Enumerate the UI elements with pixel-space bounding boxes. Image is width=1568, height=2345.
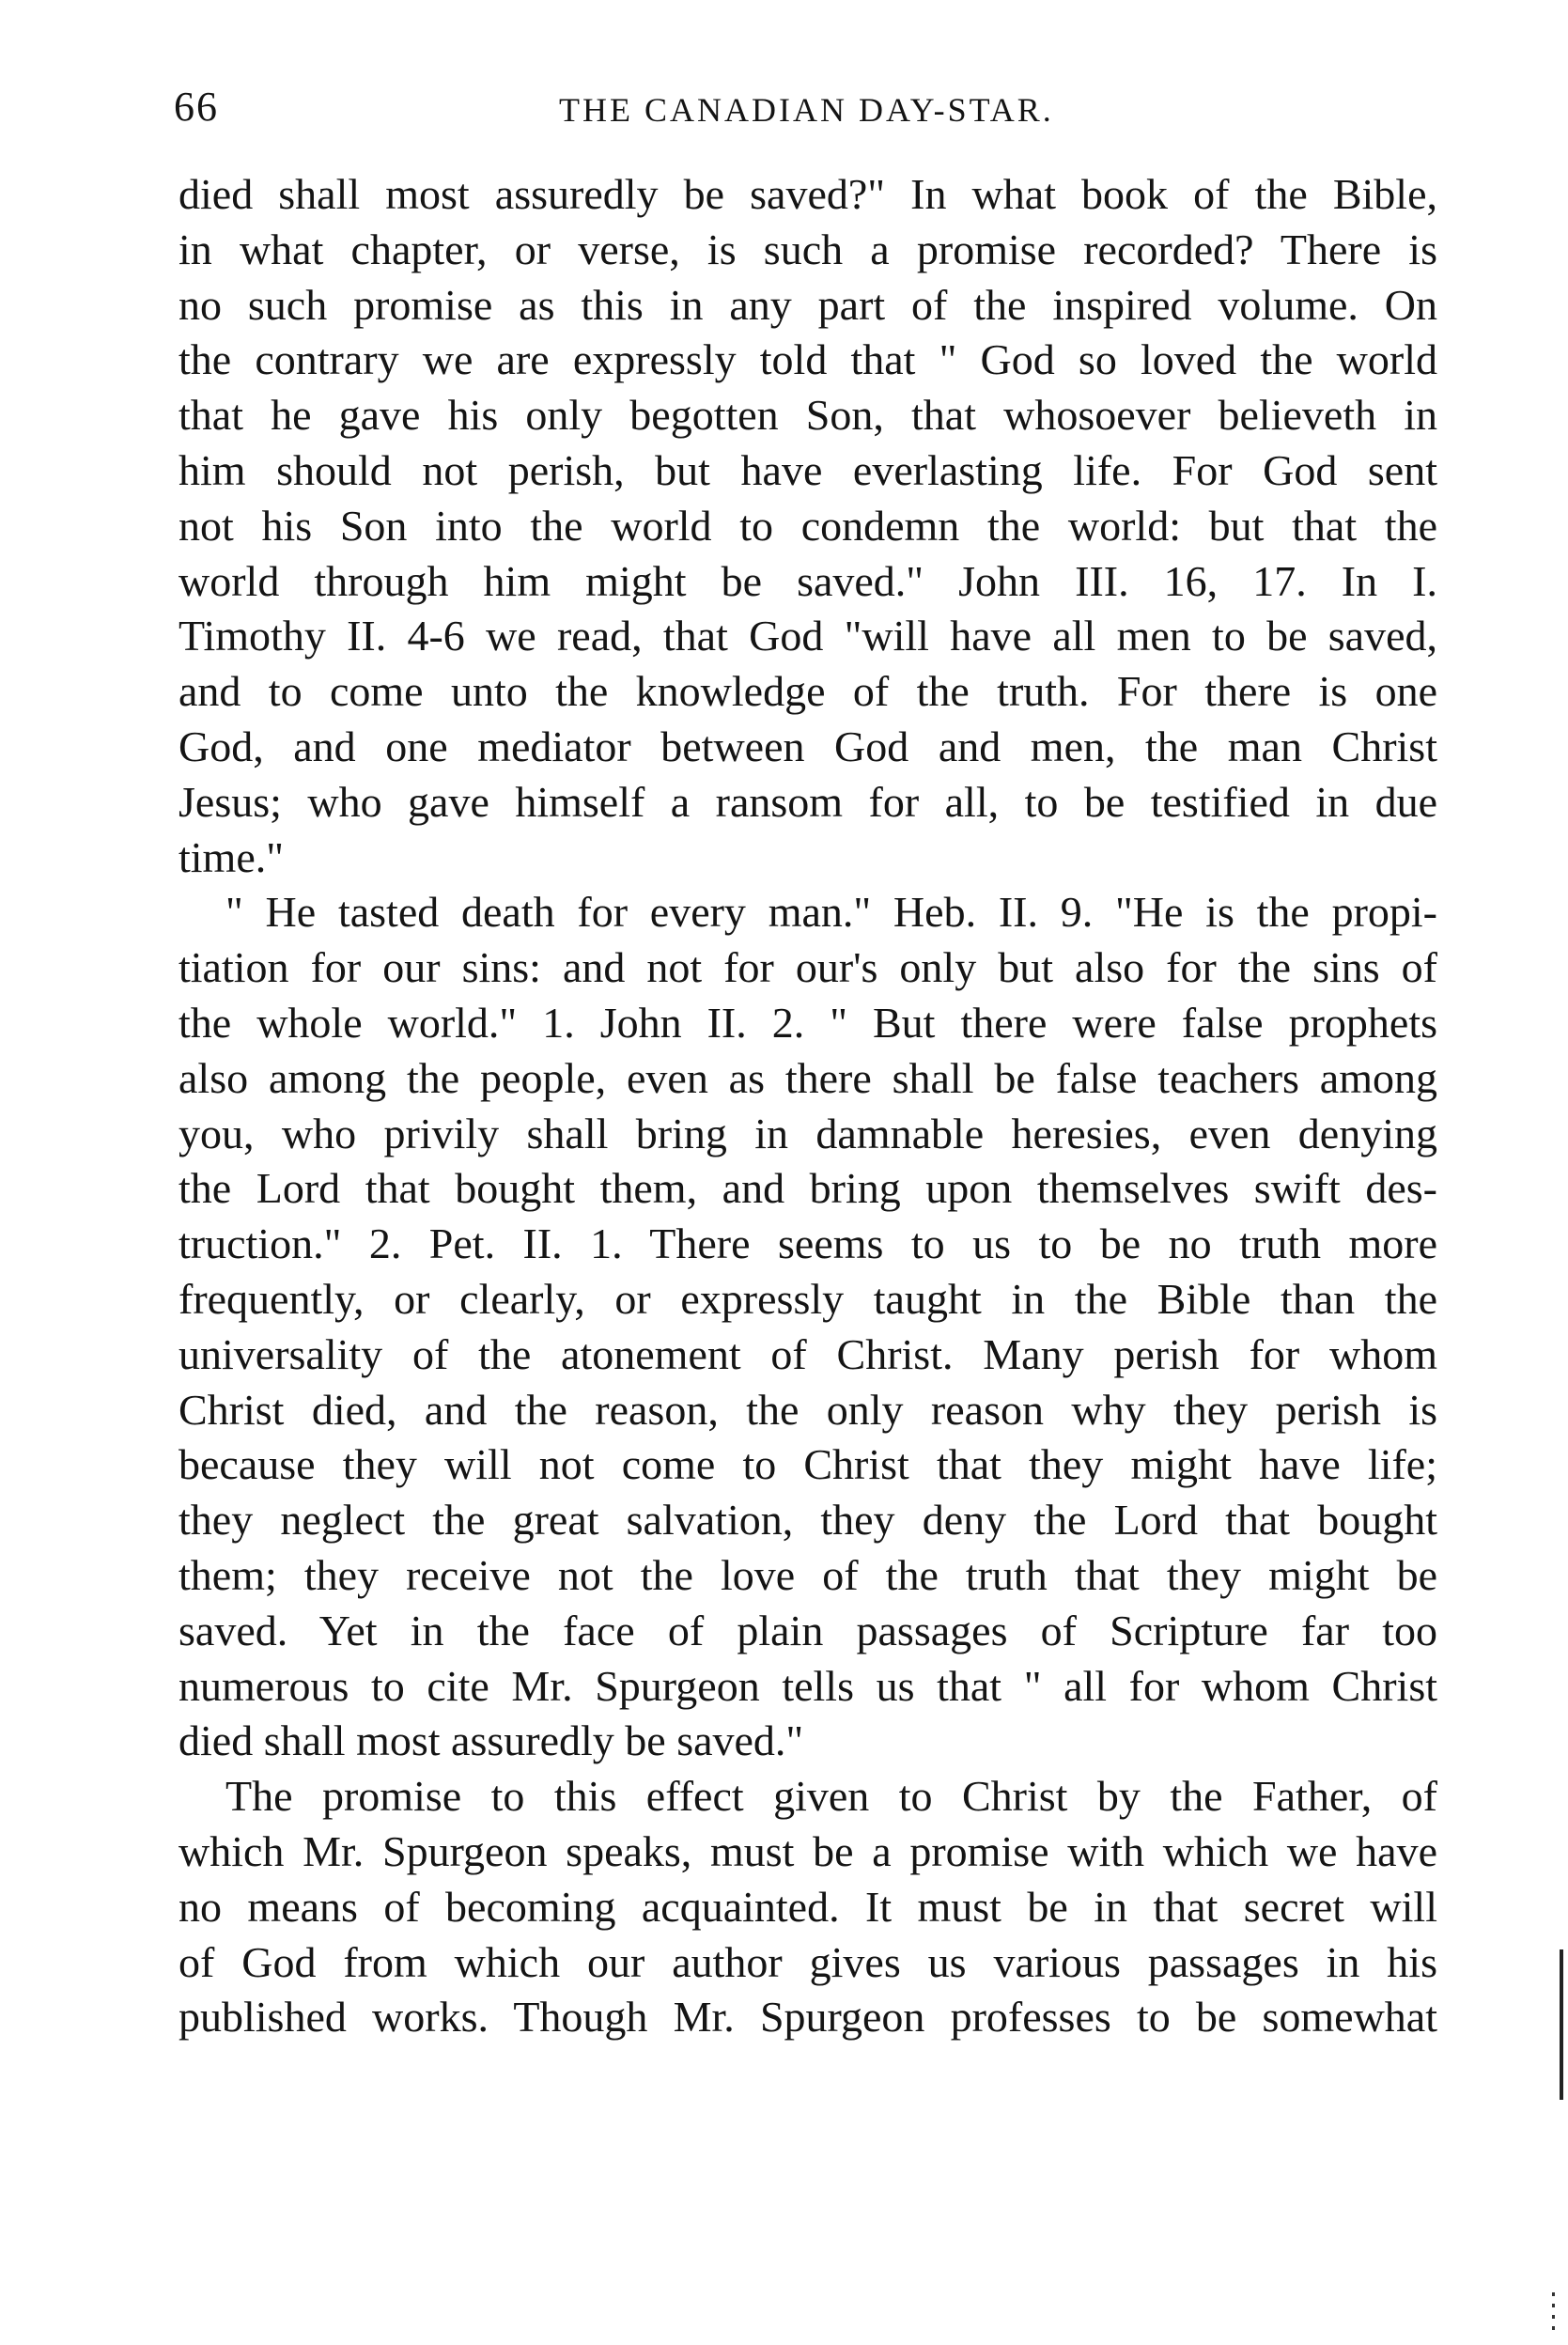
- text-line: time.": [179, 832, 285, 881]
- body-text: [179, 167, 1437, 2045]
- text-line: numerous to cite Mr. Spurgeon tells us that " all for whom Christ: [179, 1661, 1437, 1710]
- text-line: saved. Yet in the face of plain passages of Scripture far too: [179, 1606, 1437, 1654]
- text-line: you, who privily shall bring in damnable heresies, even denying: [179, 1109, 1437, 1157]
- text-line: them; they receive not the love of the truth that they might be: [179, 1550, 1437, 1599]
- text-line: died shall most assuredly be saved?" In what book of the Bible,: [179, 170, 1437, 218]
- text-line: in what chapter, or verse, is such a promise recorded? There is: [179, 225, 1437, 273]
- text-line: Christ died, and the reason, the only reason why they perish is: [179, 1385, 1437, 1434]
- text-line: because they will not come to Christ that they might have life;: [179, 1440, 1437, 1489]
- text-line: of God from which our author gives us various passages in his: [179, 1937, 1437, 1986]
- text-line: and to come unto the knowledge of the truth. For there is one: [179, 667, 1437, 716]
- text-line: frequently, or clearly, or expressly taught in the Bible than the: [179, 1274, 1437, 1323]
- page-number: 66: [174, 84, 219, 130]
- text-line: also among the people, even as there shall be false teachers among: [179, 1053, 1437, 1102]
- text-line: not his Son into the world to condemn the world: but that the: [179, 501, 1437, 550]
- paragraph-start-line: " He tasted death for every man." Heb. II. 9. "He is the propi-: [225, 888, 1437, 937]
- text-line: tiation for our sins: and not for our's only but also for the sins of: [179, 943, 1437, 992]
- text-line: no means of becoming acquainted. It must be in that secret will: [179, 1882, 1437, 1931]
- paragraph-start-line: The promise to this effect given to Christ by the Father, of: [225, 1772, 1437, 1821]
- text-line: which Mr. Spurgeon speaks, must be a promise with which we have: [179, 1826, 1437, 1875]
- text-line: died shall most assuredly be saved.": [179, 1716, 804, 1765]
- text-line: the whole world." 1. John II. 2. " But there were false prophets: [179, 998, 1437, 1047]
- text-line: him should not perish, but have everlasting life. For God sent: [179, 445, 1437, 494]
- margin-rule: [1560, 1949, 1563, 2100]
- text-line: God, and one mediator between God and men, the man Christ: [179, 722, 1437, 770]
- page-header: [174, 83, 1433, 148]
- text-line: the Lord that bought them, and bring upon themselves swift des-: [179, 1164, 1437, 1213]
- text-line: that he gave his only begotten Son, that whosoever believeth in: [179, 391, 1437, 440]
- text-line: published works. Though Mr. Spurgeon professes to be somewhat: [179, 1993, 1437, 2042]
- text-line: universality of the atonement of Christ. Many perish for whom: [179, 1329, 1437, 1378]
- running-head: THE CANADIAN DAY-STAR.: [559, 91, 1054, 129]
- text-line: truction." 2. Pet. II. 1. There seems to us to be no truth more: [179, 1219, 1437, 1268]
- text-line: no such promise as this in any part of the inspired volume. On: [179, 280, 1437, 329]
- text-line: they neglect the great salvation, they deny the Lord that bought: [179, 1496, 1437, 1545]
- text-line: the contrary we are expressly told that " God so loved the world: [179, 335, 1437, 384]
- text-line: Jesus; who gave himself a ransom for all, to be testified in due: [179, 777, 1437, 826]
- text-line: Timothy II. 4-6 we read, that God "will have all men to be saved,: [179, 612, 1437, 660]
- margin-dots: [1552, 2292, 1555, 2330]
- text-line: world through him might be saved." John III. 16, 17. In I.: [179, 556, 1437, 605]
